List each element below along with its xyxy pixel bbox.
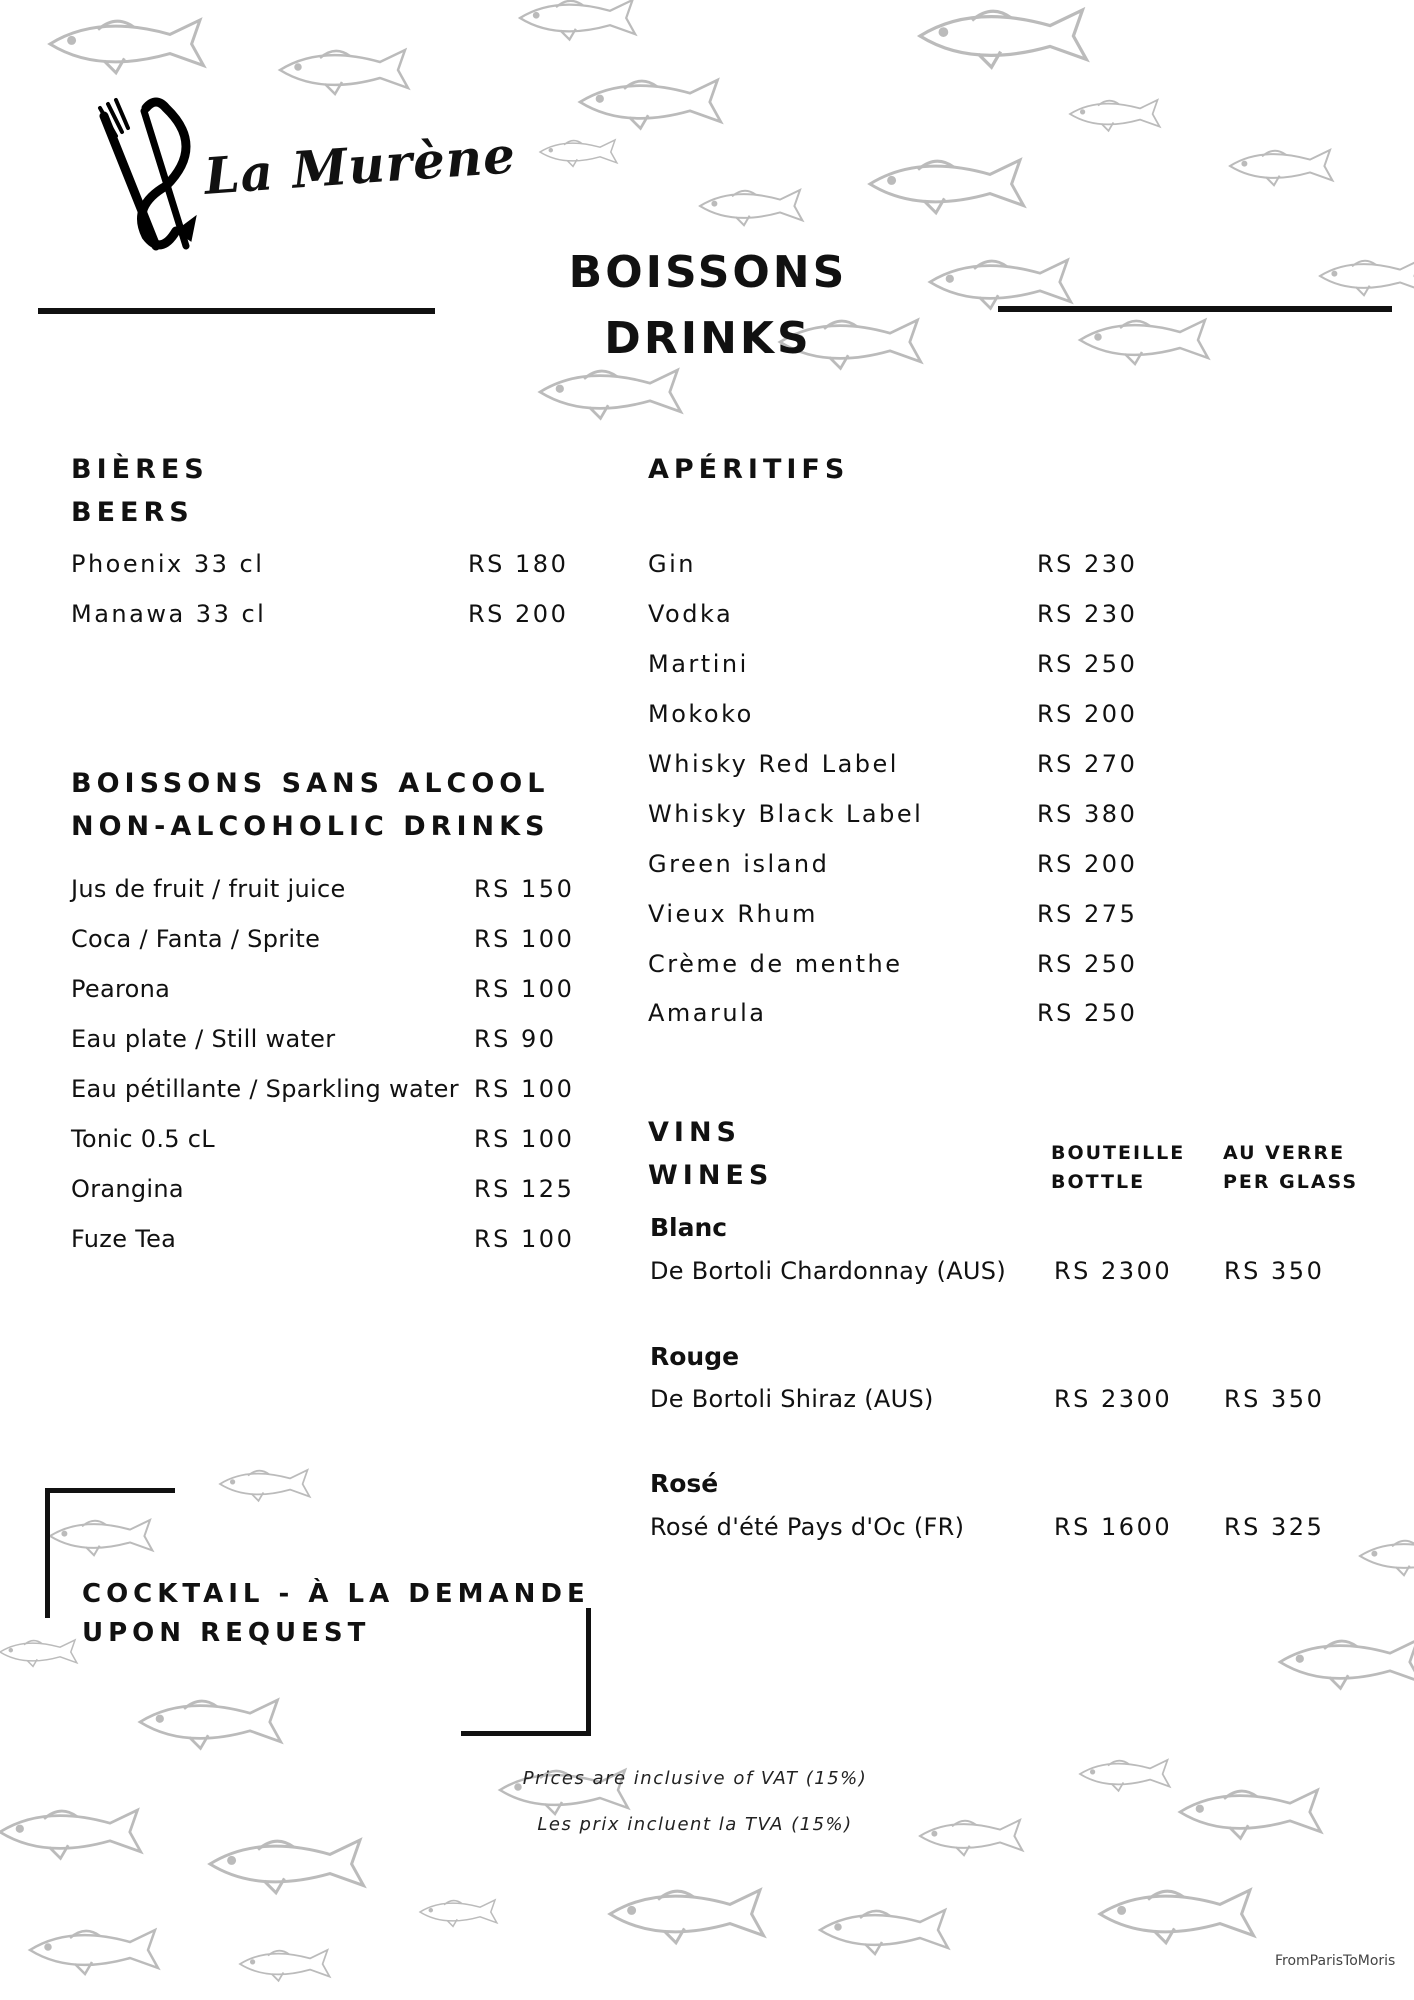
- wine-name: De Bortoli Chardonnay (AUS): [650, 1257, 1006, 1285]
- menu-item-price: RS 230: [1037, 600, 1138, 628]
- menu-item-name: Whisky Black Label: [648, 800, 924, 828]
- menu-item-price: RS 100: [474, 925, 575, 953]
- menu-item-name: Manawa 33 cl: [71, 600, 267, 628]
- menu-item-price: RS 200: [1037, 850, 1138, 878]
- divider-right: [998, 306, 1392, 312]
- menu-item-price: RS 270: [1037, 750, 1138, 778]
- wine-bottle-price: RS 2300: [1054, 1385, 1173, 1413]
- logo: [96, 96, 518, 266]
- glass-column-header-en: PER GLASS: [1223, 1171, 1359, 1193]
- wine-glass-price: RS 350: [1224, 1257, 1325, 1285]
- watermark: FromParisToMoris: [1275, 1953, 1396, 1969]
- menu-item-name: Phoenix 33 cl: [71, 550, 265, 578]
- menu-item-name: Crème de menthe: [648, 950, 903, 978]
- menu-item-price: RS 180: [468, 550, 569, 578]
- menu-item-name: Martini: [648, 650, 749, 678]
- menu-item-name: Green island: [648, 850, 830, 878]
- menu-item-name: Orangina: [71, 1175, 184, 1203]
- menu-item-price: RS 90: [474, 1025, 557, 1053]
- menu-item-name: Amarula: [648, 999, 767, 1027]
- menu-item-price: RS 200: [1037, 700, 1138, 728]
- menu-item-name: Vodka: [648, 600, 734, 628]
- wine-name: De Bortoli Shiraz (AUS): [650, 1385, 934, 1413]
- bracket-bottom-vertical: [586, 1608, 591, 1736]
- divider-left: [38, 308, 435, 314]
- menu-item-name: Pearona: [71, 975, 171, 1003]
- wines-heading-fr: VINS: [648, 1117, 741, 1148]
- beers-heading-en: BEERS: [71, 497, 194, 528]
- wine-glass-price: RS 350: [1224, 1385, 1325, 1413]
- beers-heading-fr: BIÈRES: [71, 454, 209, 485]
- menu-item-name: Eau plate / Still water: [71, 1025, 336, 1053]
- menu-item-price: RS 275: [1037, 900, 1138, 928]
- menu-item-price: RS 100: [474, 1225, 575, 1253]
- menu-item-name: Jus de fruit / fruit juice: [71, 875, 346, 903]
- wine-category-label: Rouge: [650, 1342, 740, 1371]
- page-title-fr: BOISSONS: [568, 247, 848, 298]
- menu-item-price: RS 100: [474, 975, 575, 1003]
- cocktail-text-en: UPON REQUEST: [82, 1618, 371, 1648]
- wine-bottle-price: RS 2300: [1054, 1257, 1173, 1285]
- aperitifs-heading: APÉRITIFS: [648, 454, 850, 485]
- bracket-bottom-horizontal: [461, 1731, 591, 1736]
- vat-note-fr: Les prix incluent la TVA (15%): [537, 1814, 853, 1835]
- menu-item-price: RS 250: [1037, 999, 1138, 1027]
- wine-name: Rosé d'été Pays d'Oc (FR): [650, 1513, 965, 1541]
- bottle-column-header-fr: BOUTEILLE: [1051, 1142, 1186, 1164]
- menu-item-price: RS 150: [474, 875, 575, 903]
- menu-item-name: Eau pétillante / Sparkling water: [71, 1075, 459, 1103]
- menu-item-name: Mokoko: [648, 700, 754, 728]
- bracket-top-vertical: [45, 1488, 50, 1618]
- vat-note-en: Prices are inclusive of VAT (15%): [522, 1768, 868, 1789]
- page-title-en: DRINKS: [604, 313, 812, 364]
- wines-heading-en: WINES: [648, 1160, 774, 1191]
- non-alcoholic-heading-fr: BOISSONS SANS ALCOOL: [71, 768, 550, 799]
- menu-item-name: Whisky Red Label: [648, 750, 899, 778]
- wine-category-label: Rosé: [650, 1469, 719, 1498]
- glass-column-header-fr: AU VERRE: [1223, 1142, 1346, 1164]
- menu-item-price: RS 125: [474, 1175, 575, 1203]
- brand-name: La Murène: [202, 125, 518, 206]
- menu-item-name: Fuze Tea: [71, 1225, 177, 1253]
- menu-item-price: RS 230: [1037, 550, 1138, 578]
- bottle-column-header-en: BOTTLE: [1051, 1171, 1146, 1193]
- menu-item-name: Coca / Fanta / Sprite: [71, 925, 321, 953]
- menu-item-price: RS 100: [474, 1075, 575, 1103]
- non-alcoholic-heading-en: NON-ALCOHOLIC DRINKS: [71, 811, 550, 842]
- menu-item-name: Vieux Rhum: [648, 900, 818, 928]
- menu-item-price: RS 100: [474, 1125, 575, 1153]
- menu-item-name: Gin: [648, 550, 696, 578]
- wine-bottle-price: RS 1600: [1054, 1513, 1173, 1541]
- cocktail-text-fr: COCKTAIL - À LA DEMANDE: [82, 1579, 590, 1609]
- menu-item-price: RS 250: [1037, 650, 1138, 678]
- menu-item-price: RS 380: [1037, 800, 1138, 828]
- bracket-top-horizontal: [45, 1488, 175, 1493]
- wine-glass-price: RS 325: [1224, 1513, 1325, 1541]
- wine-category-label: Blanc: [650, 1213, 728, 1242]
- menu-item-price: RS 250: [1037, 950, 1138, 978]
- menu-item-price: RS 200: [468, 600, 569, 628]
- menu-item-name: Tonic 0.5 cL: [71, 1125, 215, 1153]
